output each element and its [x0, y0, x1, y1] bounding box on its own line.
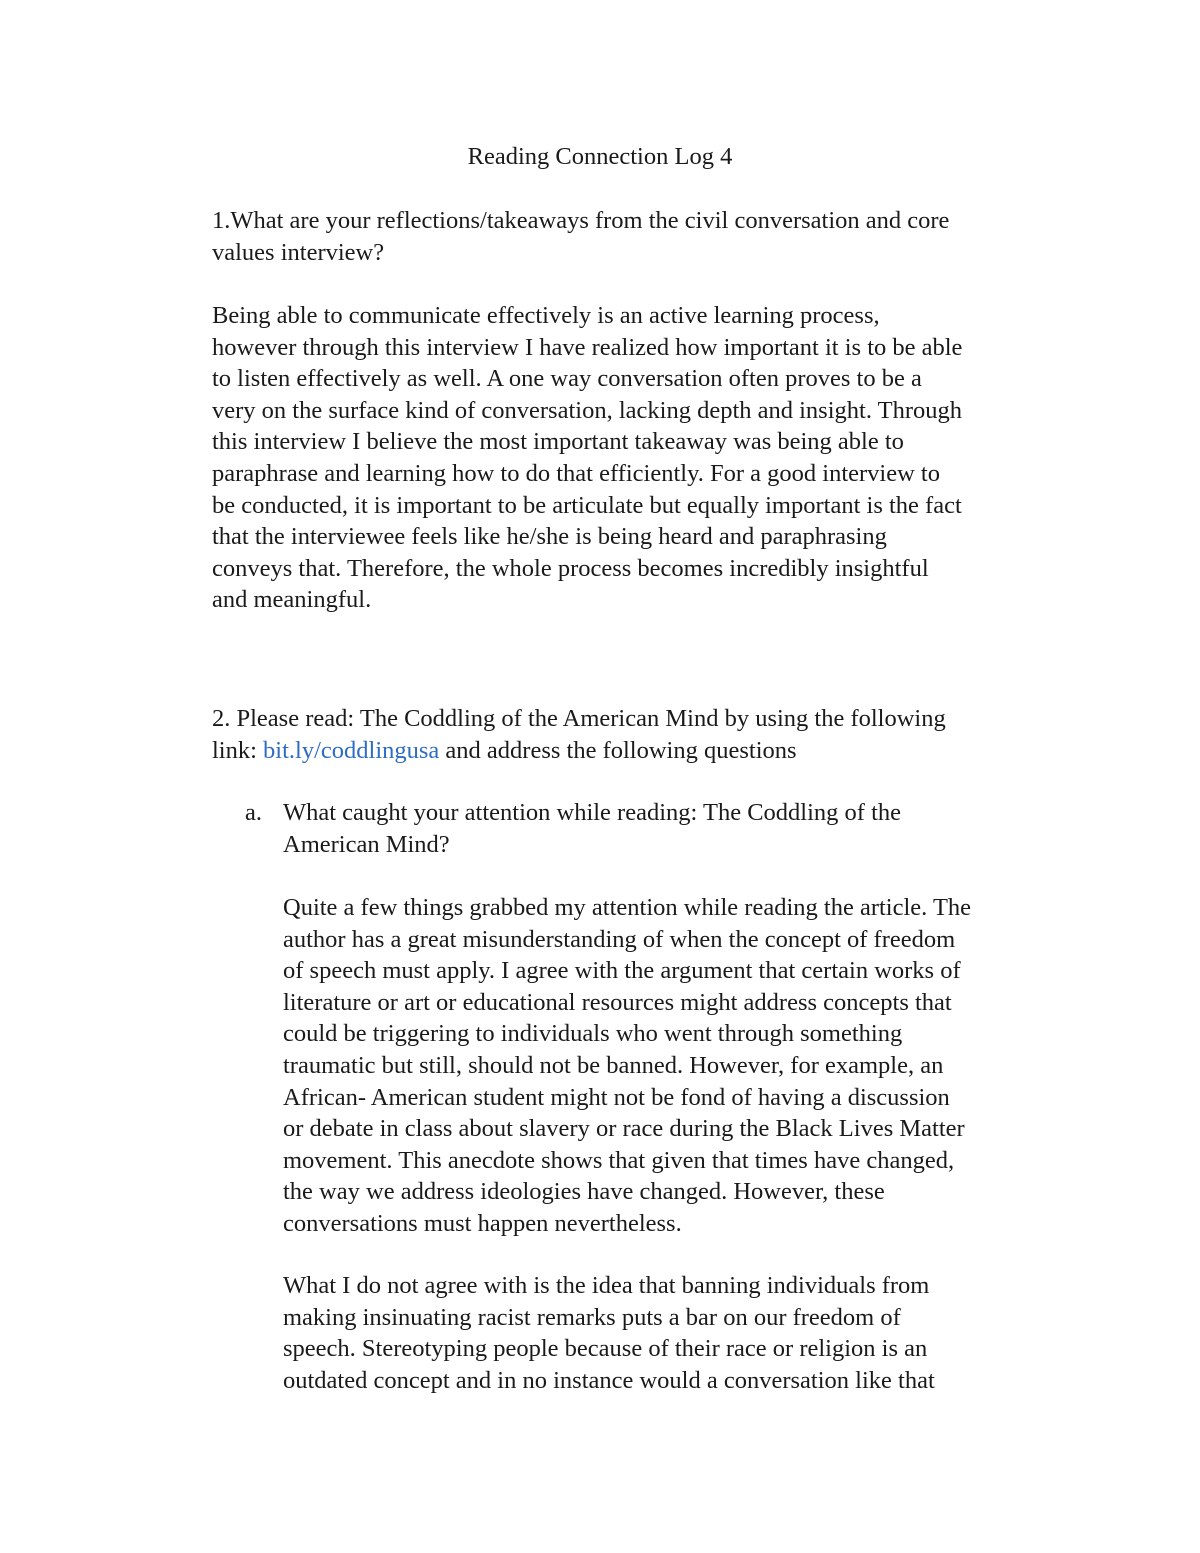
- document-title: [0, 141, 1200, 173]
- sub-question-a-line: What caught your attention while reading: The Coddling of the: [283, 799, 902, 826]
- sub-question-a: [283, 797, 901, 860]
- answer-a-line: or debate in class about slavery or race during the Black Lives Matter: [283, 1115, 965, 1143]
- answer-1-line: that the interviewee feels like he/she is being heard and paraphrasing: [212, 523, 887, 551]
- answer-1-line: conveys that. Therefore, the whole process becomes incredibly insightful: [212, 554, 929, 582]
- answer-1-line: be conducted, it is important to be articulate but equally important is the fact: [212, 491, 962, 519]
- answer-a-line: the way we address ideologies have changed. However, these: [283, 1178, 885, 1206]
- answer-a-line: movement. This anecdote shows that given that times have changed,: [283, 1146, 955, 1174]
- coddling-article-link[interactable]: bit.ly/coddlingusa: [263, 736, 440, 764]
- answer-1: [212, 300, 962, 616]
- answer-a-line: outdated concept and in no instance would a conversation like that: [283, 1366, 935, 1394]
- answer-1-line: and meaningful.: [212, 586, 372, 614]
- answer-a-line: traumatic but still, should not be banned. However, for example, an: [283, 1051, 944, 1079]
- answer-a-line: of speech must apply. I agree with the argument that certain works of: [283, 957, 961, 985]
- answer-a-line: could be triggering to individuals who went through something: [283, 1020, 903, 1048]
- sub-question-a-marker: [245, 797, 262, 829]
- answer-a-line: conversations must happen nevertheless.: [283, 1209, 682, 1237]
- question-1-line: values interview?: [212, 238, 385, 266]
- list-marker: a.: [245, 799, 262, 826]
- answer-a-line: making insinuating racist remarks puts a bar on our freedom of: [283, 1303, 901, 1331]
- answer-1-line: very on the surface kind of conversation, lacking depth and insight. Through: [212, 396, 963, 424]
- question-2-link-line: [212, 735, 946, 767]
- answer-a-line: African- American student might not be fond of having a discussion: [283, 1083, 950, 1111]
- link-prefix: link:: [212, 736, 264, 764]
- answer-1-line: Being able to communicate effectively is an active learning process,: [212, 302, 880, 329]
- answer-a-paragraph-1: [283, 892, 971, 1240]
- answer-1-line: to listen effectively as well. A one way conversation often proves to be a: [212, 365, 922, 393]
- sub-question-a-line: American Mind?: [283, 830, 450, 858]
- answer-a-line: Quite a few things grabbed my attention while reading the article. The: [283, 894, 972, 921]
- answer-a-line: literature or art or educational resources might address concepts that: [283, 988, 952, 1016]
- question-2: [212, 703, 946, 766]
- answer-a-line: What I do not agree with is the idea that banning individuals from: [283, 1272, 930, 1299]
- answer-1-line: paraphrase and learning how to do that efficiently. For a good interview to: [212, 459, 940, 487]
- question-2-line: 2. Please read: The Coddling of the American Mind by using the following: [212, 705, 946, 732]
- title-text: Reading Connection Log 4: [467, 143, 733, 170]
- question-1-line: 1.What are your reflections/takeaways from the civil conversation and core: [212, 207, 950, 234]
- answer-1-line: however through this interview I have realized how important it is to be able: [212, 333, 963, 361]
- question-1: [212, 205, 949, 268]
- answer-a-line: speech. Stereotyping people because of their race or religion is an: [283, 1335, 928, 1363]
- answer-a-paragraph-2: [283, 1270, 935, 1396]
- answer-1-line: this interview I believe the most important takeaway was being able to: [212, 428, 904, 456]
- answer-a-line: author has a great misunderstanding of when the concept of freedom: [283, 925, 956, 953]
- link-suffix: and address the following questions: [439, 736, 797, 764]
